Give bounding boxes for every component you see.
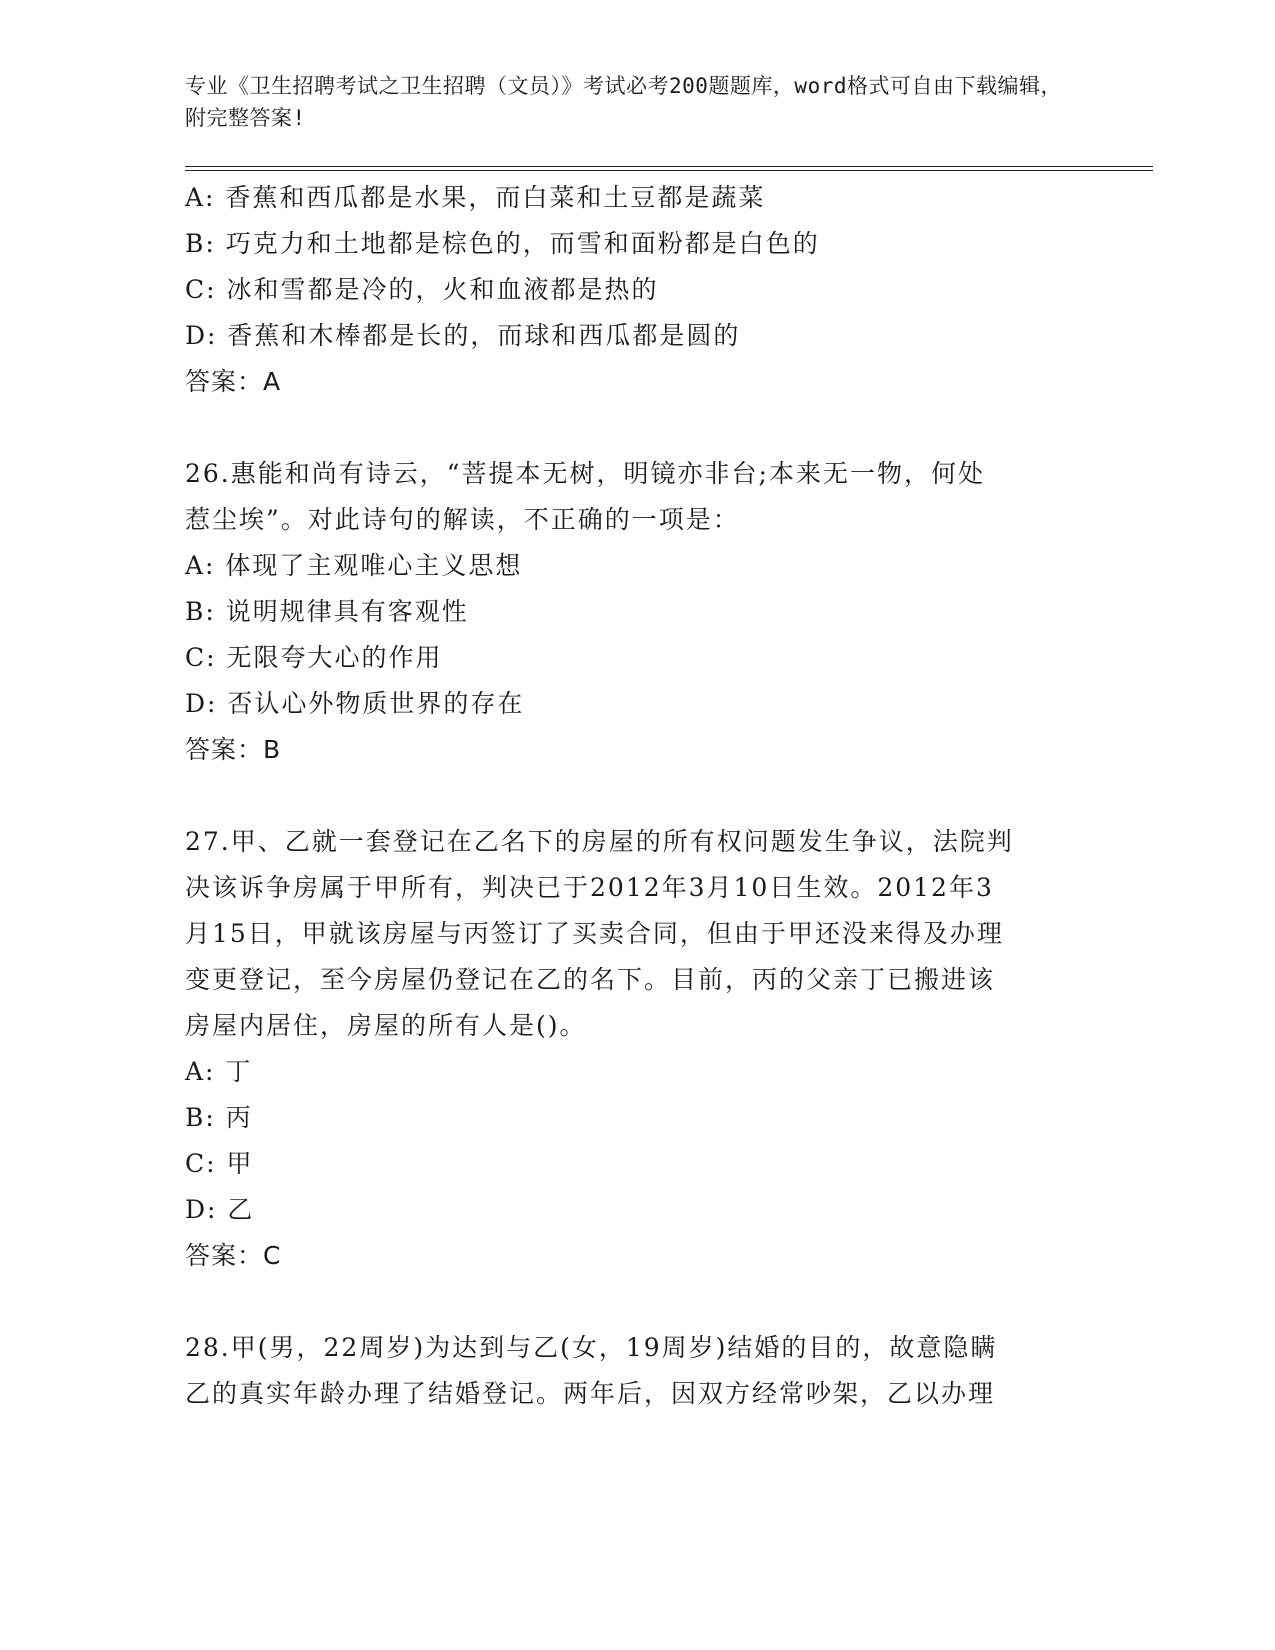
answer-25: 答案：A bbox=[185, 367, 282, 396]
header-divider bbox=[185, 166, 1153, 171]
option-d: D: 乙 bbox=[185, 1195, 255, 1224]
question-list bbox=[185, 175, 1185, 1417]
answer-26: 答案：B bbox=[185, 735, 282, 764]
option-d: D: 香蕉和木棒都是长的，而球和西瓜都是圆的 bbox=[185, 321, 741, 350]
document-page bbox=[185, 70, 1185, 1417]
document-header: 专业《卫生招聘考试之卫生招聘（文员）》考试必考200题题库，word格式可自由下载编辑，附完整答案! bbox=[185, 74, 1062, 130]
option-c: C: 甲 bbox=[185, 1149, 254, 1178]
option-c: C: 冰和雪都是冷的，火和血液都是热的 bbox=[185, 275, 659, 304]
question-28-line-2: 乙的真实年龄办理了结婚登记。两年后，因双方经常吵架，乙以办理 bbox=[185, 1379, 996, 1408]
question-27-line-5: 房屋内居住，房屋的所有人是()。 bbox=[185, 1011, 587, 1040]
option-a: A: 丁 bbox=[185, 1057, 253, 1086]
question-27-line-4: 变更登记，至今房屋仍登记在乙的名下。目前，丙的父亲丁已搬进该 bbox=[185, 965, 996, 994]
question-26-line-1: 26.惠能和尚有诗云，“菩提本无树，明镜亦非台;本来无一物，何处 bbox=[185, 459, 985, 488]
option-c: C: 无限夸大心的作用 bbox=[185, 643, 443, 672]
option-d: D: 否认心外物质世界的存在 bbox=[185, 689, 525, 718]
option-b: B: 丙 bbox=[185, 1103, 253, 1132]
option-a: A: 体现了主观唯心主义思想 bbox=[185, 551, 523, 580]
option-b: B: 说明规律具有客观性 bbox=[185, 597, 469, 626]
answer-27: 答案：C bbox=[185, 1241, 282, 1270]
option-a: A: 香蕉和西瓜都是水果，而白菜和土豆都是蔬菜 bbox=[185, 183, 766, 212]
question-28-line-1: 28.甲(男，22周岁)为达到与乙(女，19周岁)结婚的目的，故意隐瞒 bbox=[185, 1333, 998, 1362]
question-27-line-2: 决该诉争房属于甲所有，判决已于2012年3月10日生效。2012年3 bbox=[185, 873, 994, 902]
option-b: B: 巧克力和土地都是棕色的，而雪和面粉都是白色的 bbox=[185, 229, 820, 258]
question-27-line-3: 月15日，甲就该房屋与丙签订了买卖合同，但由于甲还没来得及办理 bbox=[185, 919, 1004, 948]
question-26-line-2: 惹尘埃”。对此诗句的解读，不正确的一项是： bbox=[185, 505, 740, 534]
question-27-line-1: 27.甲、乙就一套登记在乙名下的房屋的所有权问题发生争议，法院判 bbox=[185, 827, 1014, 856]
